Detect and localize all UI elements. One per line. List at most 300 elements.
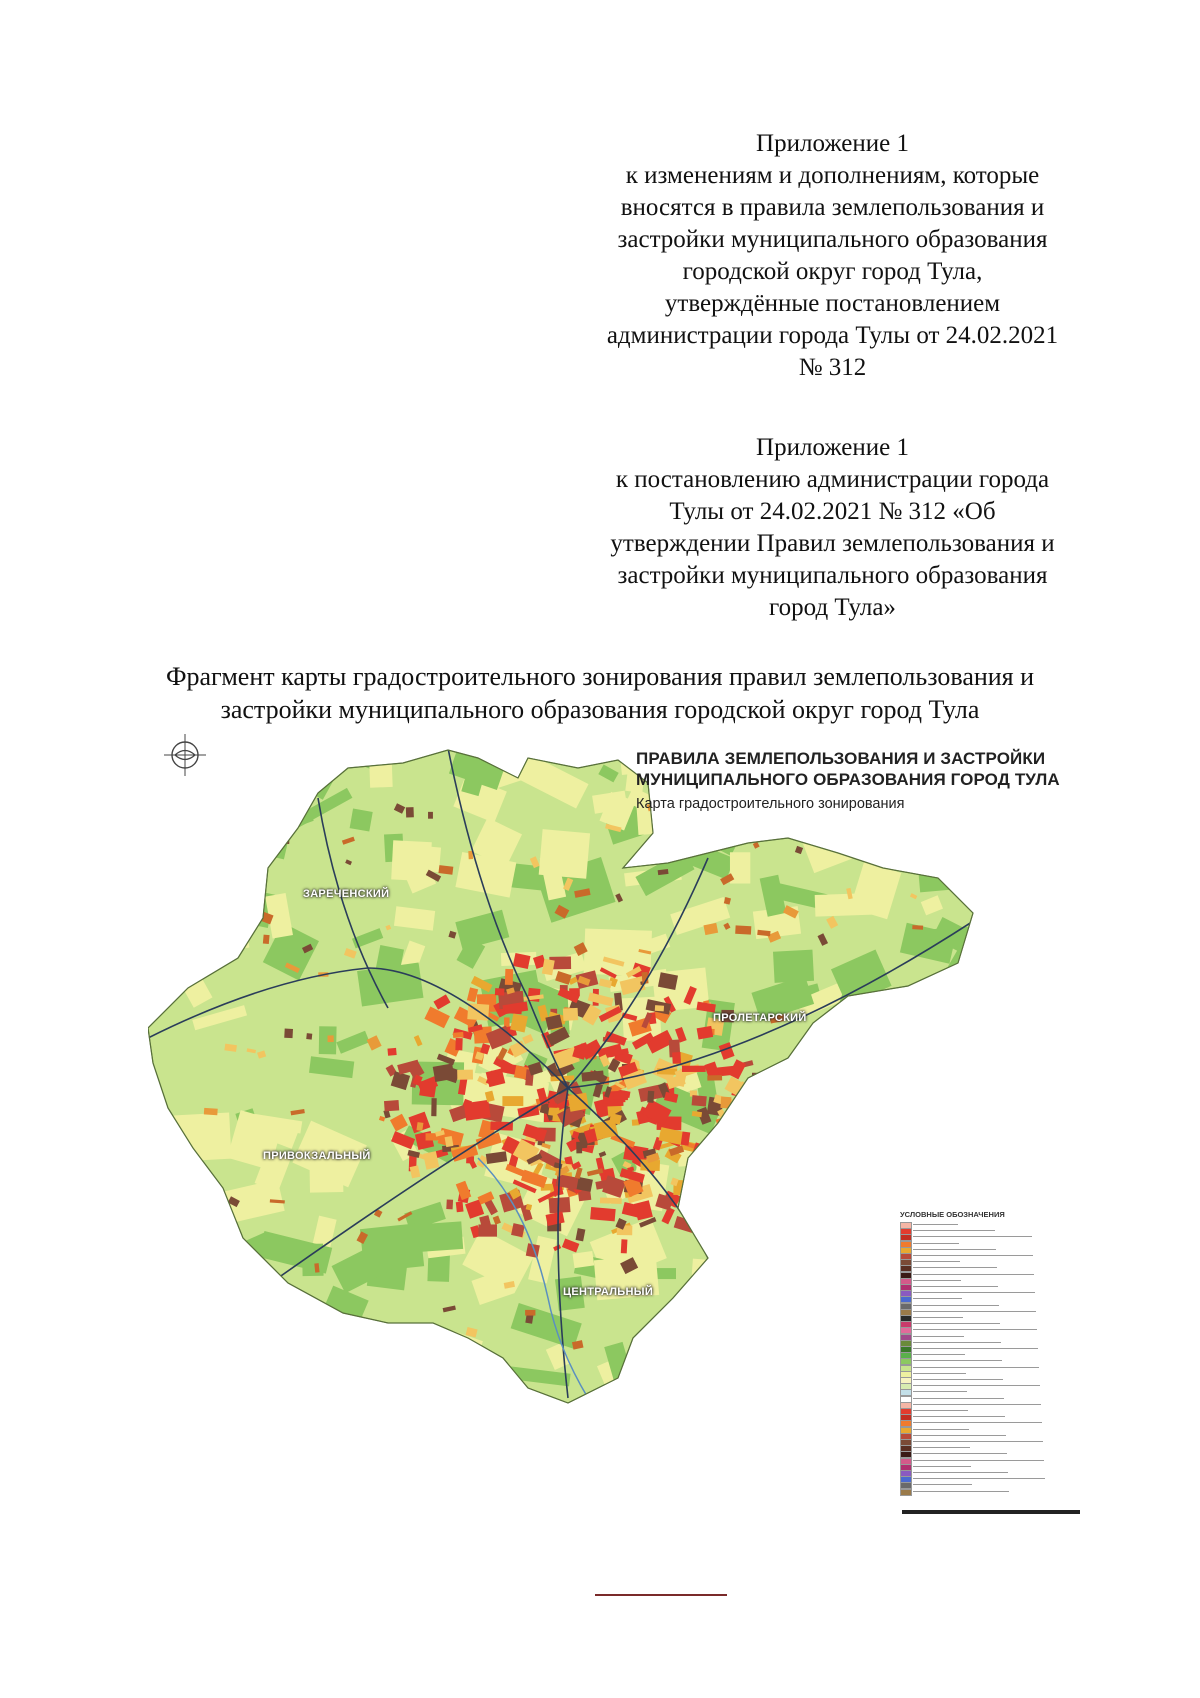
fragment-title-line-1: Фрагмент карты градостроительного зонирования правил землепользования и [165,662,1035,691]
zone-patch [241,1408,271,1460]
district-label-privokzalny: ПРИВОКЗАЛЬНЫЙ [263,1150,371,1162]
settlement-patch [878,1085,885,1092]
annex-1-line: Приложение 1 [756,130,909,157]
legend-row [900,1414,1090,1420]
annex-1-line: утверждённые постановлением [664,290,1001,317]
urban-zone-patch [453,1032,464,1038]
legend-text-line [913,1373,966,1374]
annex-2-line: Тулы от 24.02.2021 № 312 «Об [669,498,996,525]
zone-patch [228,927,249,950]
urban-zone-patch [756,1097,764,1105]
legend-text-line [913,1305,999,1306]
zone-patch [968,1107,1010,1142]
urban-zone-patch [753,1078,775,1090]
legend-text-line [913,1460,1044,1461]
zone-patch [208,925,224,944]
urban-zone-patch [682,1185,708,1197]
zone-patch [864,1163,908,1214]
legend-row [900,1265,1090,1271]
annex-1-line: к изменениям и дополнениям, которые [625,162,1040,189]
legend-swatch [900,1489,912,1496]
legend-row [900,1439,1090,1445]
urban-zone-patch [384,1100,399,1111]
legend-text-line [913,1255,1033,1256]
zone-patch [946,1009,999,1032]
zone-patch [631,1376,690,1405]
urban-zone-patch [455,1038,462,1050]
zone-patch [229,1301,251,1334]
legend-text-line [913,1453,1007,1454]
urban-zone-patch [756,1128,780,1146]
urban-zone-patch [446,1199,453,1209]
urban-zone-patch [736,1123,758,1144]
urban-zone-patch [712,1189,735,1207]
zone-patch [849,1400,884,1435]
legend-text-line [913,1478,1045,1479]
zone-patch [329,1350,399,1380]
legend-text-line [913,1280,961,1281]
settlement-patch [673,1325,686,1335]
urban-zone-patch [733,1114,759,1130]
compass-rose-icon [160,730,210,780]
legend-row [900,1420,1090,1426]
settlement-patch [707,1075,722,1080]
settlement-patch [647,1091,654,1103]
zone-patch [152,838,176,858]
settlement-patch [655,1005,664,1011]
zone-patch [244,1375,291,1406]
zone-patch [844,1186,893,1209]
settlement-patch [846,834,856,842]
zone-patch [913,1117,964,1168]
zone-patch [325,1340,348,1357]
legend-text-line [913,1472,1008,1473]
settlement-patch [428,812,433,819]
map-header [636,748,1060,814]
zone-patch [718,1365,753,1405]
legend-row [900,1402,1090,1408]
zone-patch [637,1357,695,1411]
settlement-patch [263,935,270,944]
zone-patch [237,1325,310,1382]
zone-patch [270,1336,324,1386]
settlement-patch [185,840,195,851]
settlement-patch [204,1108,218,1115]
settlement-patch [772,1163,781,1170]
legend-row [900,1445,1090,1451]
zone-patch [780,1242,827,1286]
settlement-patch [874,1088,886,1095]
urban-zone-patch [755,1102,780,1125]
zone-patch [559,738,599,758]
annex-2-line: утверждении Правил землепользования и [610,530,1055,557]
legend-text-line [913,1441,1043,1442]
legend-text-line [913,1274,1034,1275]
settlement-patch [929,813,934,819]
settlement-patch [796,1160,802,1171]
settlement-patch [802,1360,814,1372]
zone-patch [801,1103,876,1155]
district-label-zarechensky: ЗАРЕЧЕНСКИЙ [303,888,390,900]
legend-text-line [913,1484,972,1485]
settlement-patch [196,905,208,915]
legend-text-line [913,1410,968,1411]
zone-patch [539,829,590,879]
zone-patch [662,1380,706,1416]
district-label-proletarsky: ПРОЛЕТАРСКИЙ [713,1012,807,1024]
zone-patch [769,1397,810,1424]
settlement-patch [900,827,915,836]
settlement-patch [870,1253,880,1265]
urban-zone-patch [711,1177,718,1188]
zone-patch [148,942,182,991]
urban-zone-patch [511,1223,525,1237]
zone-patch [203,1322,271,1388]
settlement-patch [735,925,751,934]
annex-2-line: Приложение 1 [756,434,909,461]
urban-zone-patch [697,1150,706,1158]
zone-patch [771,1193,848,1248]
legend-row [900,1278,1090,1284]
legend-text-line [913,1230,995,1231]
urban-zone-patch [740,1093,764,1110]
zone-patch [695,1172,754,1227]
zone-patch [744,1196,787,1251]
settlement-patch [519,1389,537,1406]
settlement-patch [737,1335,748,1340]
zone-patch [773,950,814,983]
urban-zone-patch [502,1096,523,1106]
legend-row [900,1309,1090,1315]
urban-zone-patch [725,1157,737,1174]
settlement-patch [465,1391,470,1395]
legend-row [900,1303,1090,1309]
legend-row [900,1396,1090,1402]
zone-patch [878,1124,935,1162]
legend-text-line [913,1249,996,1250]
legend-text-line [913,1354,965,1355]
urban-zone-patch [590,1207,616,1221]
zone-patch [303,1321,320,1338]
annex-1-line: вносятся в правила землепользования и [620,194,1045,221]
zone-patch [692,1259,712,1280]
zone-patch [838,1115,873,1158]
legend-row [900,1334,1090,1340]
zone-patch [185,919,215,954]
zone-patch [734,1174,777,1225]
legend-row [900,1470,1090,1476]
settlement-patch [912,925,923,930]
legend-text-line [913,1224,958,1225]
zone-patch [171,1113,232,1162]
legend-row [900,1315,1090,1321]
zoning-map [148,738,1100,1528]
zone-patch [820,1307,878,1348]
legend-text-line [913,1491,1009,1492]
urban-zone-patch [621,1239,628,1253]
legend-text-line [913,1348,1038,1349]
zone-patch [867,1178,924,1200]
zone-patch [768,1173,799,1214]
zone-patch [240,1375,281,1401]
legend-text-line [913,1311,1036,1312]
zone-patch [951,835,1022,887]
legend-row [900,1228,1090,1234]
legend-text-line [913,1422,1042,1423]
urban-zone-patch [431,1098,436,1116]
settlement-patch [306,1033,312,1039]
legend-row [900,1284,1090,1290]
zone-patch [946,1087,1010,1140]
legend-row [900,1259,1090,1265]
urban-zone-patch [713,1183,723,1201]
legend-row [900,1482,1090,1488]
settlement-patch [955,1179,962,1185]
legend-text-line [913,1243,959,1244]
fragment-title [40,660,1160,726]
settlement-patch [888,837,900,848]
settlement-patch [901,1198,908,1208]
legend-row [900,1272,1090,1278]
settlement-patch [697,816,707,825]
zone-patch [702,1330,743,1351]
legend-row [900,1408,1090,1414]
annex-1-line: администрации города Тулы от 24.02.2021 [606,322,1059,349]
zone-patch [801,1369,857,1394]
settlement-patch [738,817,754,833]
settlement-patch [525,1310,535,1316]
legend-row [900,1352,1090,1358]
settlement-patch [720,1097,731,1109]
annex-1-line: застройки муниципального образования [617,226,1048,253]
zone-patch [202,819,241,851]
zone-patch [294,1342,332,1375]
annex-2-line: город Тула» [769,594,896,621]
zone-patch [363,1324,437,1386]
zone-patch [226,842,267,866]
zone-patch [305,1347,336,1387]
settlement-patch [438,865,453,875]
legend-row [900,1389,1090,1395]
urban-zone-patch [682,1194,694,1210]
settlement-patch [269,1366,275,1371]
legend-row [900,1222,1090,1228]
legend-title: УСЛОВНЫЕ ОБОЗНАЧЕНИЯ [900,1210,1005,1219]
zone-patch [656,1375,724,1420]
settlement-patch [328,1035,334,1042]
legend-text-line [913,1391,967,1392]
legend-text-line [913,1379,1003,1380]
settlement-patch [895,1090,908,1099]
urban-zone-patch [744,1123,755,1138]
annex-2-block [560,432,1105,624]
zone-patch [155,1290,221,1328]
urban-zone-patch [725,1136,750,1159]
legend-row [900,1383,1090,1389]
urban-zone-patch [505,969,513,985]
legend-text-line [913,1360,1002,1361]
zone-patch [781,1201,852,1259]
zone-patch [855,1088,876,1107]
settlement-patch [796,1255,812,1271]
settlement-patch [852,1279,865,1285]
urban-zone-patch [682,1066,706,1072]
legend-text-line [913,1416,1005,1417]
zone-patch [245,826,290,859]
legend-text-line [913,1342,1001,1343]
urban-zone-patch [688,1162,698,1169]
settlement-patch [309,1312,326,1322]
legend-text-line [913,1466,971,1467]
zone-patch [898,1090,972,1158]
legend-text-line [913,1385,1040,1386]
settlement-patch [576,1142,582,1154]
zone-patch [350,808,373,831]
legend-text-line [913,1261,960,1262]
zone-patch [573,1251,595,1268]
zone-patch [723,1358,763,1384]
legend-text-line [913,1398,1004,1399]
legend-row [900,1458,1090,1464]
legend-row [900,1451,1090,1457]
legend-row [900,1327,1090,1333]
legend-text-line [913,1286,998,1287]
legend-row [900,1489,1090,1495]
zone-patch [179,1376,220,1422]
zone-patch [157,942,188,971]
legend-text-line [913,1236,1032,1237]
zone-patch [430,1396,498,1446]
district-label-tsentralny: ЦЕНТРАЛЬНЫЙ [563,1286,654,1298]
zone-patch [426,1403,461,1445]
zone-patch [698,1172,764,1200]
settlement-patch [487,1396,501,1406]
urban-zone-patch [464,1100,491,1121]
urban-zone-patch [478,1224,497,1236]
zone-patch [153,1300,209,1346]
settlement-patch [152,819,160,828]
urban-zone-patch [548,1103,557,1108]
legend-row [900,1340,1090,1346]
zone-patch [804,1207,860,1250]
zone-patch [387,1332,444,1375]
annex-1-block [560,128,1105,384]
urban-zone-patch [563,1008,578,1021]
urban-zone-patch [657,1068,677,1075]
annex-1-line: № 312 [798,354,867,381]
legend-text-line [913,1447,970,1448]
settlement-patch [882,1318,895,1329]
zone-patch [187,840,245,870]
zone-patch [220,854,258,871]
annex-1-line: городской округ город Тула, [682,258,983,285]
zone-patch [158,784,212,829]
settlement-patch [457,1070,473,1080]
zone-patch [177,939,199,974]
settlement-patch [260,1395,272,1406]
map-subtitle: Карта градостроительного зонирования [636,796,905,812]
settlement-patch [776,1226,781,1233]
urban-zone-patch [456,1202,464,1213]
settlement-patch [215,851,225,862]
legend-row [900,1433,1090,1439]
zone-patch [843,1193,867,1220]
settlement-patch [416,1122,423,1131]
zone-patch [811,1107,854,1151]
legend-row [900,1296,1090,1302]
urban-zone-patch [600,1197,622,1204]
settlement-patch [231,1337,237,1344]
urban-zone-patch [708,1167,729,1175]
legend-row [900,1346,1090,1352]
zone-patch [967,938,1012,960]
urban-zone-patch [712,1171,722,1181]
zone-patch [165,814,184,846]
zone-patch [261,1332,317,1370]
zone-patch [814,1210,867,1264]
settlement-patch [692,1300,699,1312]
settlement-patch [254,1368,268,1379]
urban-zone-patch [690,1170,713,1186]
urban-zone-patch [495,988,505,996]
zone-patch [852,1013,886,1038]
legend-row [900,1358,1090,1364]
urban-zone-patch [703,1176,715,1186]
legend-text-line [913,1404,1041,1405]
zone-patch [754,1203,805,1219]
legend-text-line [913,1336,964,1337]
urban-zone-patch [549,1197,571,1213]
zone-patch [967,1025,1026,1053]
map-header-line-2: МУНИЦИПАЛЬНОГО ОБРАЗОВАНИЯ ГОРОД ТУЛА [636,770,1060,789]
legend-row [900,1365,1090,1371]
urban-zone-patch [672,1052,681,1064]
zone-patch [702,1294,740,1334]
legend-text-line [913,1329,1037,1330]
legend-text-line [913,1292,1035,1293]
urban-zone-patch [707,1144,719,1159]
zone-patch [319,1316,364,1363]
zone-patch [981,906,1038,936]
zone-patch [868,1214,892,1237]
zone-patch [360,1223,424,1272]
legend-row [900,1247,1090,1253]
settlement-patch [406,807,414,817]
legend-text-line [913,1435,1006,1436]
legend-text-line [913,1267,997,1268]
footer-rule [595,1594,727,1596]
annex-2-line: застройки муниципального образования [617,562,1048,589]
zone-patch [919,871,968,892]
zone-patch [962,968,1031,993]
annex-2-line: к постановлению администрации города [615,466,1050,493]
urban-zone-patch [613,1093,628,1100]
legend-row [900,1427,1090,1433]
legend-text-line [913,1429,969,1430]
legend-row [900,1464,1090,1470]
zone-patch [391,840,432,881]
legend-text-line [913,1298,962,1299]
legend-scale-bar [902,1510,1080,1514]
zone-patch [149,1193,179,1231]
zone-patch [192,1300,233,1344]
map-legend [898,1210,1098,1524]
legend-row [900,1377,1090,1383]
legend-row [900,1290,1090,1296]
settlement-patch [868,851,880,860]
legend-row [900,1253,1090,1259]
map-header-line-1: ПРАВИЛА ЗЕМЛЕПОЛЬЗОВАНИЯ И ЗАСТРОЙКИ [636,749,1046,768]
